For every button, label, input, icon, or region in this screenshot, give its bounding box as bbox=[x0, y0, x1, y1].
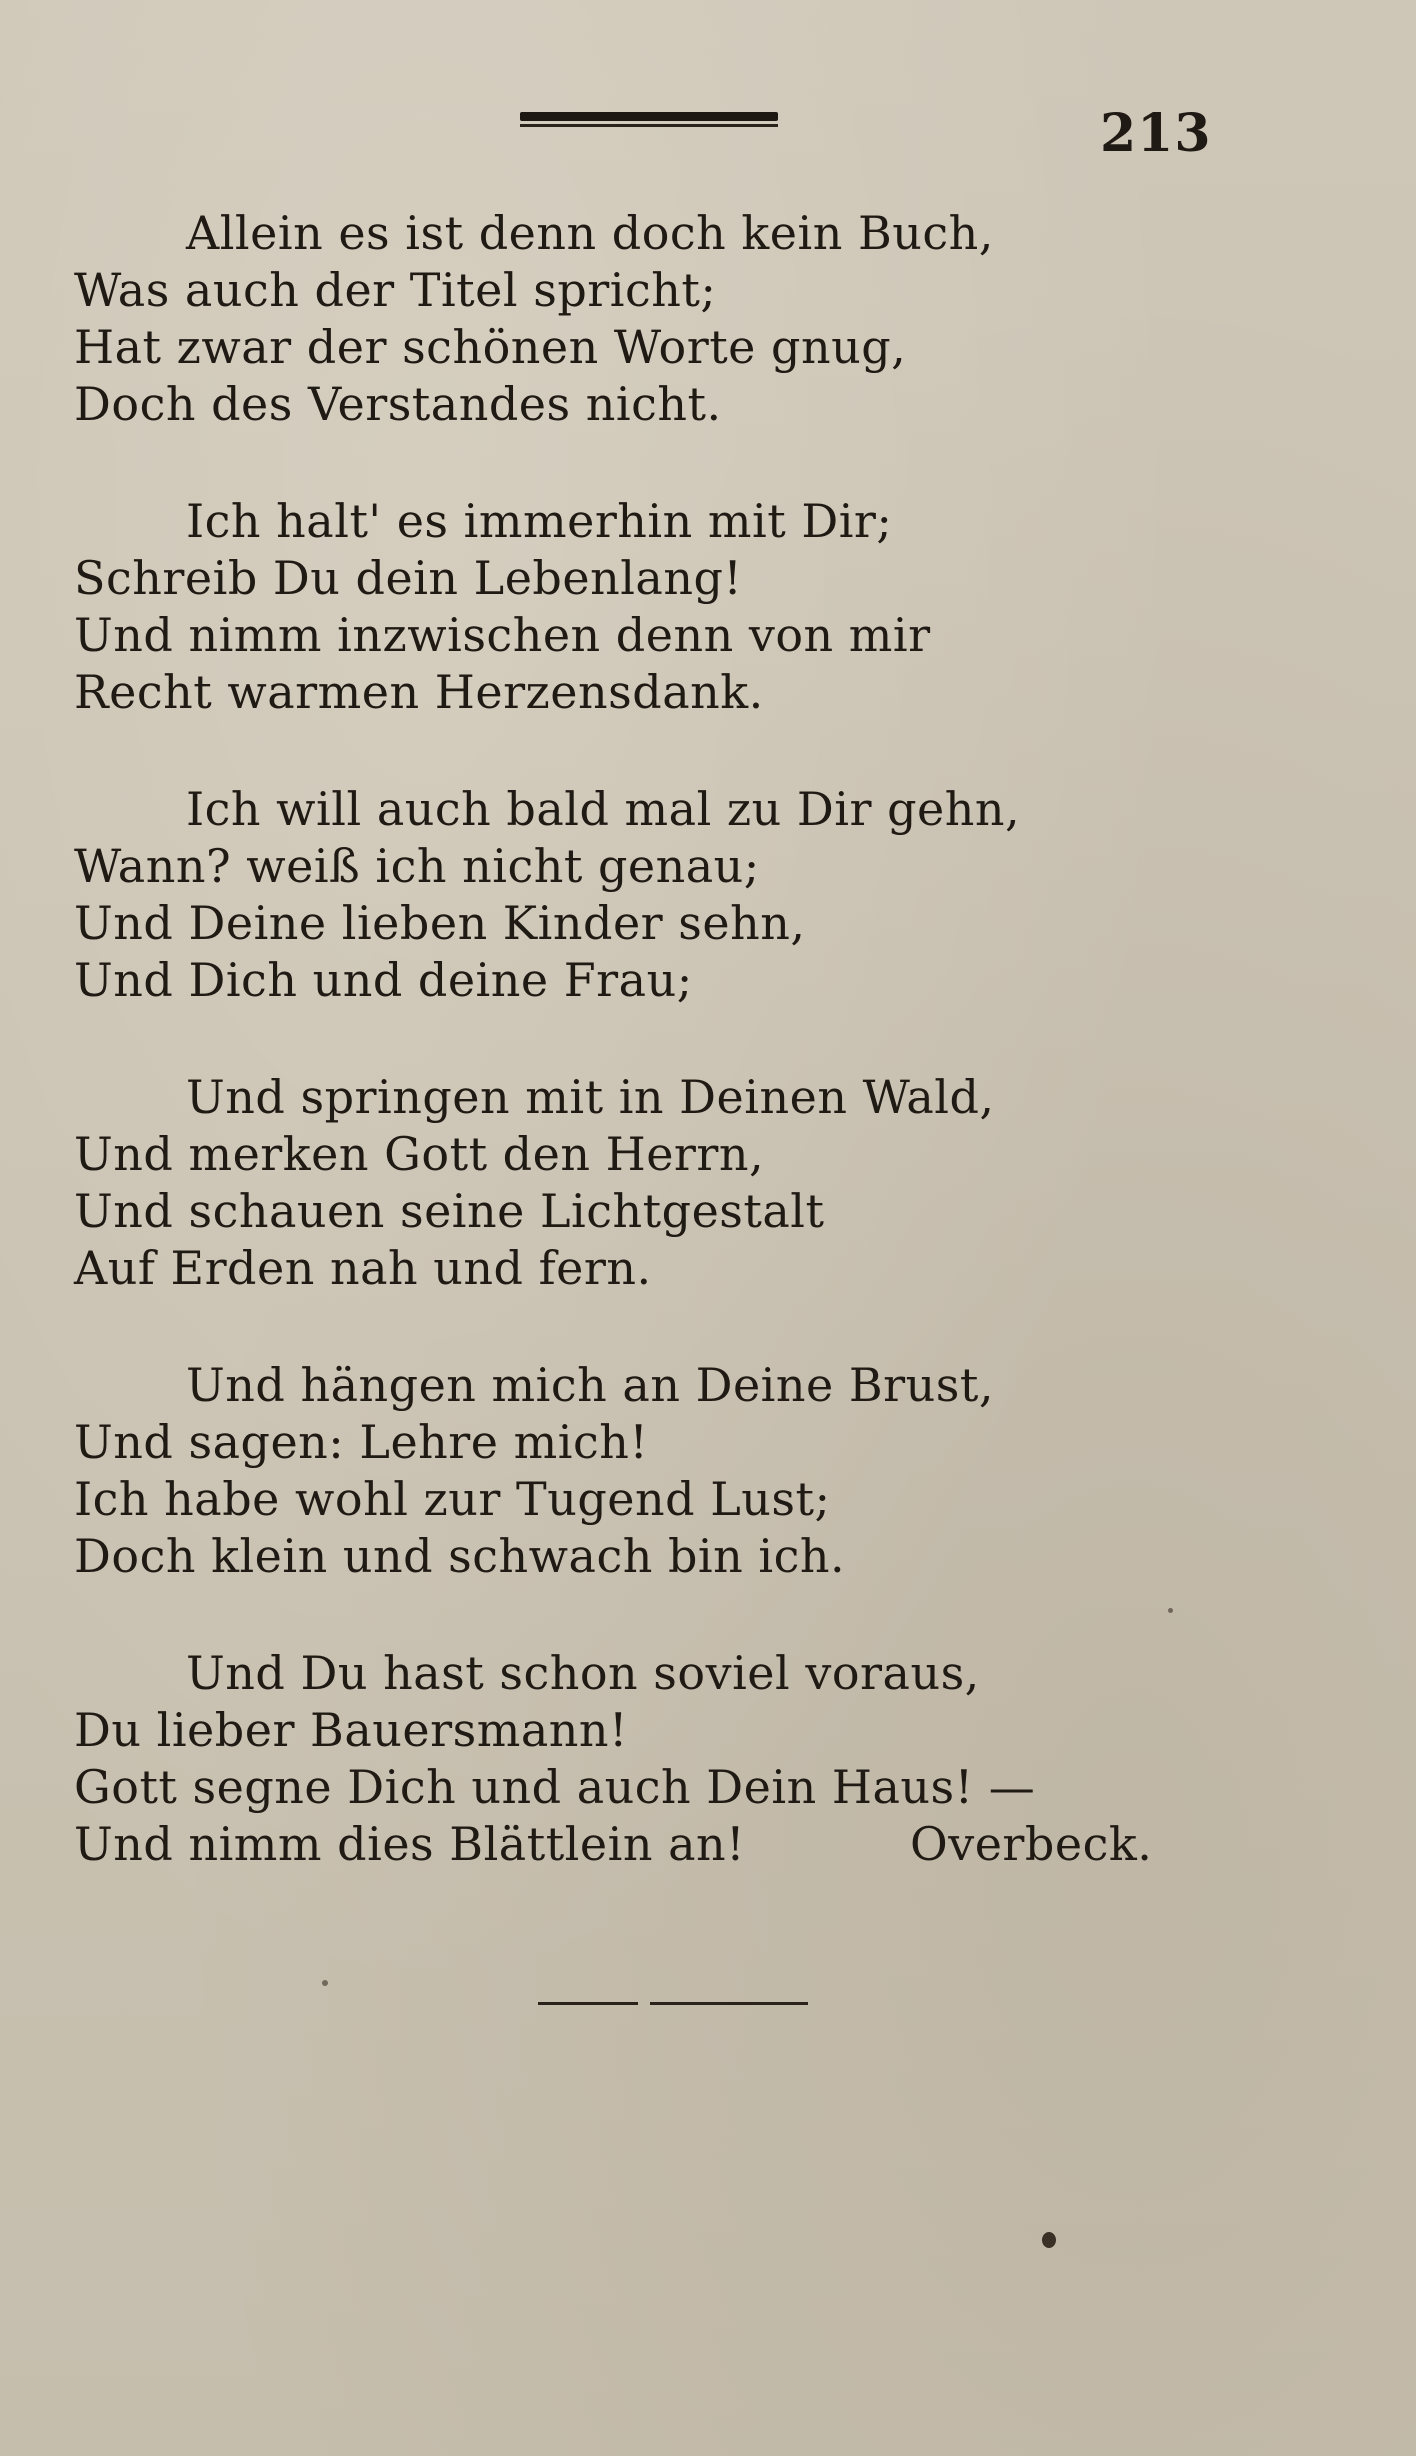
stanza-1 bbox=[74, 205, 1174, 433]
poem-line: Schreib Du dein Lebenlang! bbox=[74, 551, 743, 605]
poem-line: Und merken Gott den Herrn, bbox=[74, 1127, 765, 1181]
poem-line: Und nimm dies Blättlein an! bbox=[74, 1817, 746, 1871]
poem-line: Allein es ist denn doch kein Buch, bbox=[186, 206, 994, 260]
poem-line: Ich will auch bald mal zu Dir gehn, bbox=[186, 782, 1021, 836]
stanza-6 bbox=[74, 1645, 1174, 1873]
poem-line: Recht warmen Herzensdank. bbox=[74, 665, 764, 719]
poem-line: Du lieber Bauersmann! bbox=[74, 1703, 629, 1757]
poem bbox=[74, 205, 1174, 1933]
poem-line: Wann? weiß ich nicht genau; bbox=[74, 839, 760, 893]
poem-line: Ich halt' es immerhin mit Dir; bbox=[186, 494, 893, 548]
poem-line: Und nimm inzwischen denn von mir bbox=[74, 608, 931, 662]
poem-line: Auf Erden nah und fern. bbox=[74, 1241, 652, 1295]
poem-line: Und springen mit in Deinen Wald, bbox=[186, 1070, 995, 1124]
poem-line: Hat zwar der schönen Worte gnug, bbox=[74, 320, 907, 374]
poem-line: Und schauen seine Lichtgestalt bbox=[74, 1184, 825, 1238]
stanza-2 bbox=[74, 493, 1174, 721]
footer-rule-segment bbox=[650, 2002, 808, 2005]
poem-line: Und Du hast schon soviel voraus, bbox=[186, 1646, 980, 1700]
page-number: 213 bbox=[1100, 103, 1212, 164]
poem-line: Doch klein und schwach bin ich. bbox=[74, 1529, 846, 1583]
poem-line: Doch des Verstandes nicht. bbox=[74, 377, 722, 431]
header-rule-thin bbox=[520, 124, 778, 127]
poem-line: Und hängen mich an Deine Brust, bbox=[186, 1358, 994, 1412]
ink-speck bbox=[322, 1980, 328, 1986]
poem-line: Und Dich und deine Frau; bbox=[74, 953, 693, 1007]
stanza-5 bbox=[74, 1357, 1174, 1585]
stanza-4 bbox=[74, 1069, 1174, 1297]
ink-speck bbox=[1042, 2232, 1056, 2248]
header-rule bbox=[520, 112, 778, 128]
author-signature: Overbeck. bbox=[910, 1817, 1153, 1871]
poem-line: Und Deine lieben Kinder sehn, bbox=[74, 896, 806, 950]
poem-last-line bbox=[74, 1816, 1174, 1873]
poem-line: Ich habe wohl zur Tugend Lust; bbox=[74, 1472, 831, 1526]
poem-line: Was auch der Titel spricht; bbox=[74, 263, 717, 317]
footer-rule bbox=[538, 2002, 808, 2006]
stanza-3 bbox=[74, 781, 1174, 1009]
poem-line: Gott segne Dich und auch Dein Haus! — bbox=[74, 1760, 1036, 1814]
poem-line: Und sagen: Lehre mich! bbox=[74, 1415, 649, 1469]
ink-speck bbox=[1168, 1608, 1173, 1613]
header-rule-thick bbox=[520, 112, 778, 121]
footer-rule-segment bbox=[538, 2002, 638, 2005]
